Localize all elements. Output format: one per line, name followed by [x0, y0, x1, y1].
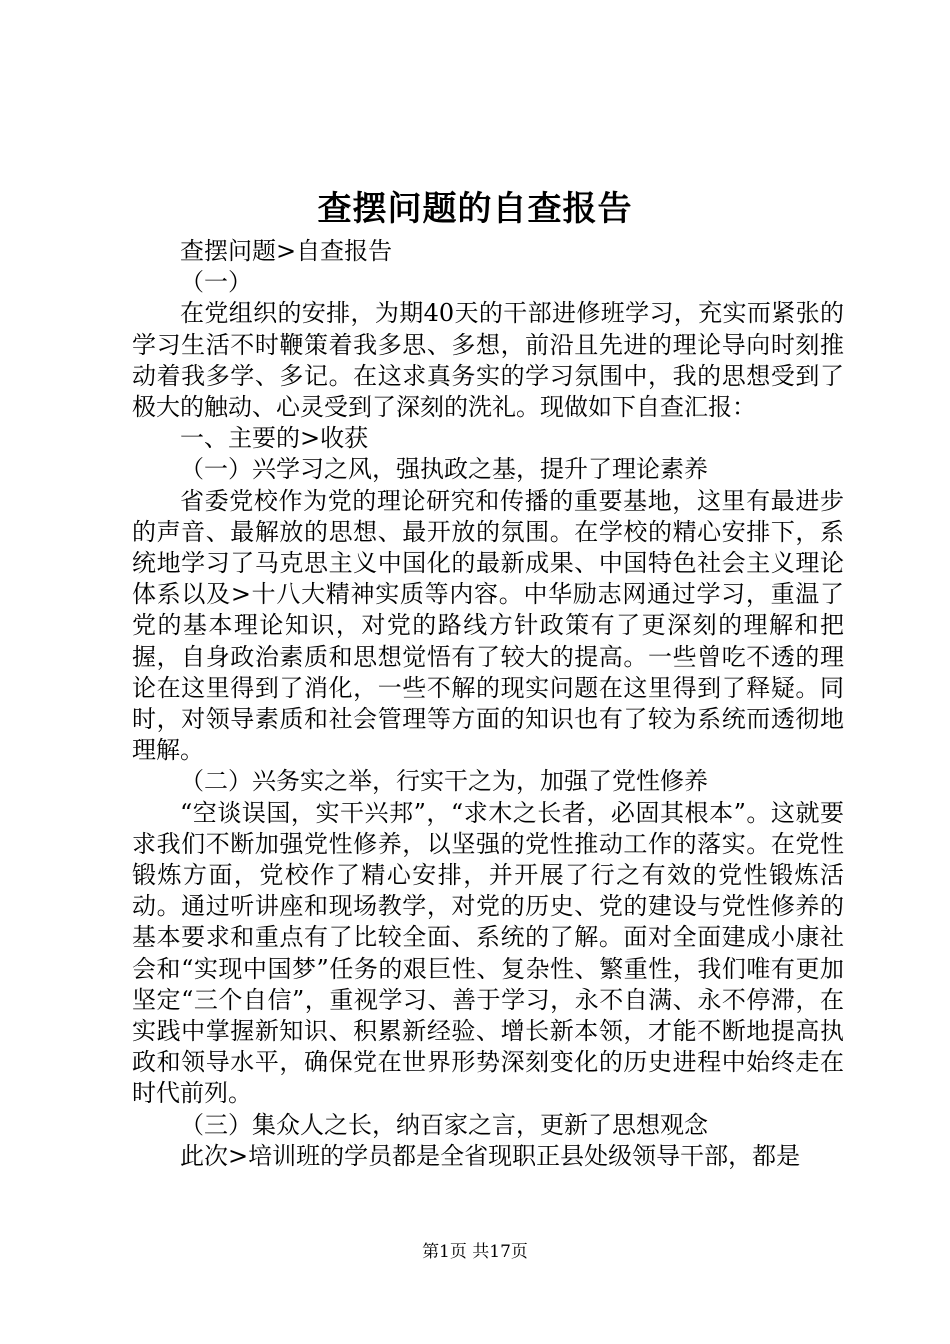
subsection-heading-3: （三）集众人之长，纳百家之言，更新了思想观念	[180, 1110, 708, 1139]
paragraph-subtitle: 查摆问题>自查报告	[180, 237, 393, 265]
paragraph-party-spirit: “空谈误国，实干兴邦”，“求木之长者，必固其根本”。这就要求我们不断加强党性修养，以坚强的党性推动工作的落实。在党性锻炼方面，党校作了精心安排，并开展了行之有效的党性锻炼活动。通过听讲座和现场教学，对党的历史、党的建设与党性修养的基本要求和重点有了比较全面、系统的了解。面对全面建成小康社会和“实现中国梦”任务的艰巨性、复杂性、繁重性，我们唯有更加坚定“三个自信”，重视学习、善于学习，永不自满、永不停滞，在实践中掌握新知识、积累新经验、增长新本领，才能不断地提高执政和领导水平，确保党在世界形势深刻变化的历史进程中始终走在时代前列。	[132, 798, 844, 1108]
page-number: 第1页 共17页	[422, 1242, 528, 1262]
subsection-heading-2: （二）兴务实之举，行实干之为，加强了党性修养	[180, 767, 708, 796]
section-heading-main-gains: 一、主要的>收获	[180, 424, 369, 453]
document-body	[132, 236, 844, 1172]
paragraph-intro: 在党组织的安排，为期40天的干部进修班学习，充实而紧张的学习生活不时鞭策着我多思、多想，前沿且先进的理论导向时刻推动着我多学、多记。在这求真务实的学习氛围中，我的思想受到了极大的触动、心灵受到了深刻的洗礼。现做如下自查汇报：	[132, 299, 844, 422]
paragraph-theory: 省委党校作为党的理论研究和传播的重要基地，这里有最进步的声音、最解放的思想、最开放的氛围。在学校的精心安排下，系统地学习了马克思主义中国化的最新成果、中国特色社会主义理论体系以及>十八大精神实质等内容。中华励志网通过学习，重温了党的基本理论知识，对党的路线方针政策有了更深刻的理解和把握，自身政治素质和思想觉悟有了较大的提高。一些曾吃不透的理论在这里得到了消化，一些不解的现实问题在这里得到了释疑。同时，对领导素质和社会管理等方面的知识也有了较为系统而透彻地理解。	[132, 486, 844, 765]
paragraph-part-number: （一）	[180, 268, 252, 297]
paragraph-training-class: 此次>培训班的学员都是全省现职正县处级领导干部，都是	[180, 1141, 801, 1170]
document-title: 查摆问题的自查报告	[317, 189, 633, 229]
subsection-heading-1: （一）兴学习之风，强执政之基，提升了理论素养	[180, 455, 708, 484]
